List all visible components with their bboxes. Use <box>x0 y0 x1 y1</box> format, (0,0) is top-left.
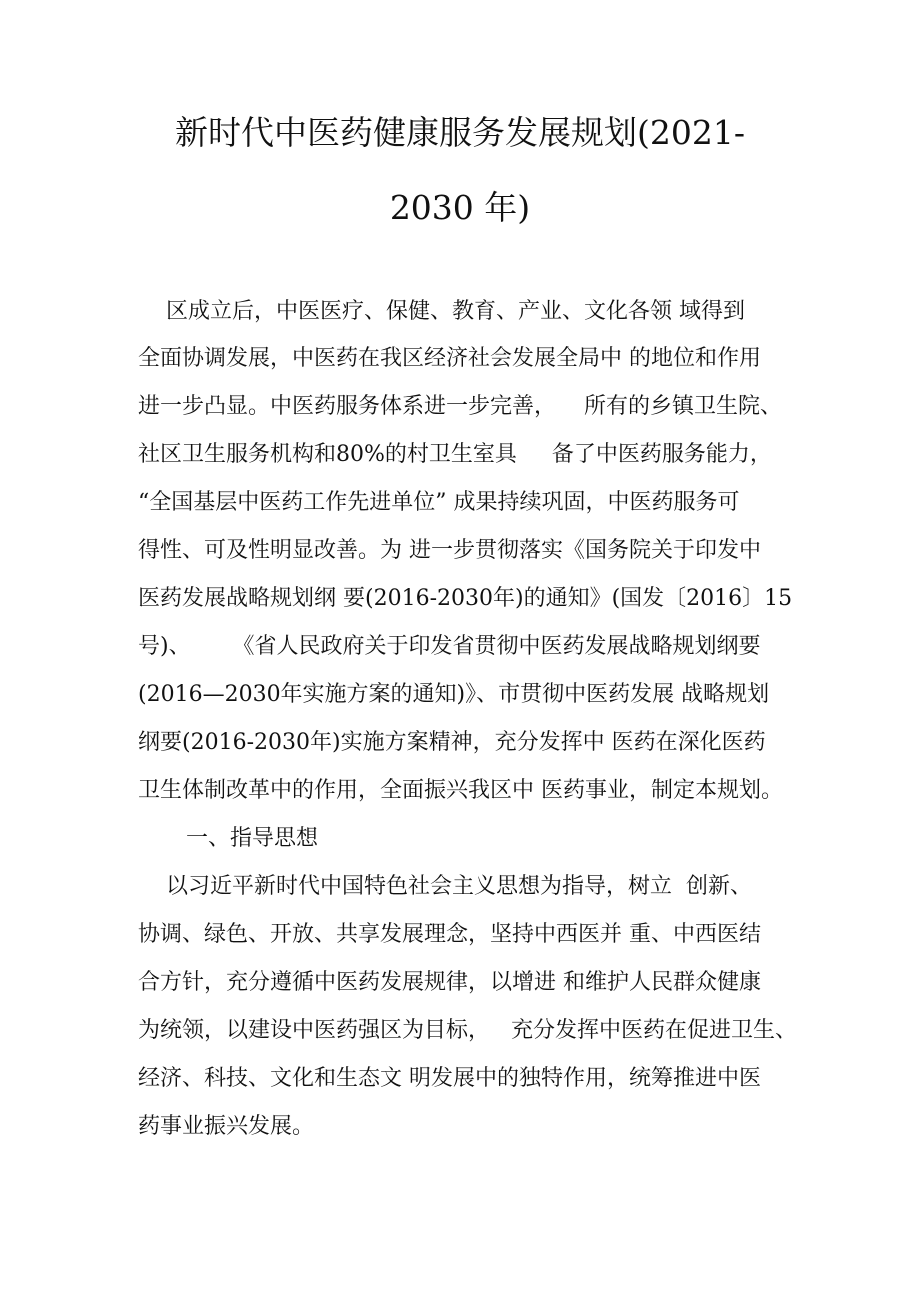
text-line: (2016—2030年实施方案的通知)》、市贯彻中医药发展 战略规划 <box>138 682 770 707</box>
text-line: 协调、绿色、开放、共享发展理念，坚持中西医并 重、中西医结 <box>138 922 761 947</box>
text-line: 社区卫生服务机构和80%的村卫生室具 备了中医药服务能力， <box>138 442 772 467</box>
text-line: 号)、 《省人民政府关于印发省贯彻中医药发展战略规划纲要 <box>138 634 761 659</box>
text-line: 区成立后，中医医疗、保健、教育、产业、文化各领 域得到 <box>138 299 745 324</box>
text-line: 纲要(2016-2030年)实施方案精神，充分发挥中 医药在深化医药 <box>138 730 766 755</box>
text-line: 为统领，以建设中医药强区为目标， 充分发挥中医药在促进卫生、 <box>138 1018 797 1043</box>
text-line: 医药发展战略规划纲 要(2016-2030年)的通知》(国发〔2016〕15 <box>138 586 793 611</box>
text-line: 得性、可及性明显改善。为 进一步贯彻落实《国务院关于印发中 <box>138 538 761 563</box>
text-line: 以习近平新时代中国特色社会主义思想为指导，树立 创新、 <box>138 874 752 899</box>
text-line: 卫生体制改革中的作用，全面振兴我区中 医药事业，制定本规划。 <box>138 778 783 803</box>
text-line: 经济、科技、文化和生态文 明发展中的独特作用，统筹推进中医 <box>138 1066 761 1091</box>
document-title-line-1: 新时代中医药健康服务发展规划(2021- <box>174 113 745 152</box>
text-line: 药事业振兴发展。 <box>138 1114 315 1139</box>
section-heading: 一、指导思想 <box>186 826 319 851</box>
text-line: 进一步凸显。中医药服务体系进一步完善， 所有的乡镇卫生院、 <box>138 394 782 419</box>
document-title-line-2: 2030 年) <box>389 188 531 227</box>
text-line: “全国基层中医药工作先进单位” 成果持续巩固，中医药服务可 <box>138 490 740 515</box>
text-line: 合方针，充分遵循中医药发展规律，以增进 和维护人民群众健康 <box>138 970 761 995</box>
text-line: 全面协调发展，中医药在我区经济社会发展全局中 的地位和作用 <box>138 346 761 371</box>
